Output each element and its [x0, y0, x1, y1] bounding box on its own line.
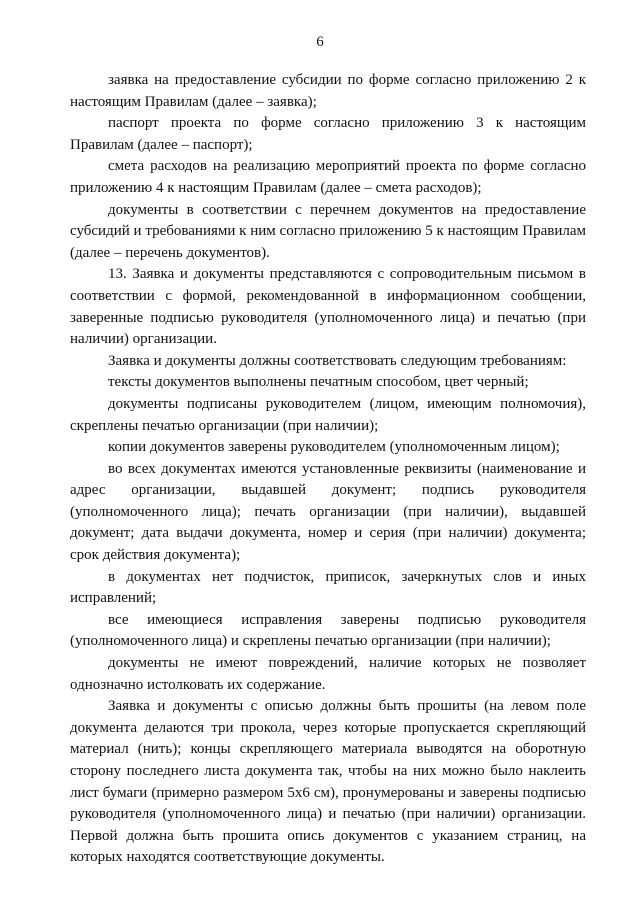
paragraph-application-form: заявка на предоставление субсидии по форме согласно приложению 2 к настоящим Правилам (далее – заявка);: [70, 72, 586, 110]
paragraph-requirement-corrections: все имеющиеся исправления заверены подписью руководителя (уполномоченного лица) и скреплены печатью организации (при наличии);: [70, 611, 586, 650]
document-body: [70, 70, 586, 869]
paragraph-requirement-details: во всех документах имеются установленные реквизиты (наименование и адрес организации, выдавшей документ; подпись руководителя (уполномоченного лица); печать организации (при наличии), выдавшей документ; дата выдачи документа, номер и серия (при наличии) документа; срок действия документа);: [70, 460, 586, 564]
paragraph-section-13: 13. Заявка и документы представляются с сопроводительным письмом в соответствии с формой, рекомендованной в информационном сообщении, заверенные подписью руководителя (уполномоченного лица) и печатью (при наличии) организации.: [70, 266, 586, 348]
page-number: 6: [316, 34, 324, 50]
paragraph-project-passport: паспорт проекта по форме согласно приложению 3 к настоящим Правилам (далее – паспорт);: [70, 115, 586, 153]
paragraph-requirement-no-damage: документы не имеют повреждений, наличие которых не позволяет однозначно истолковать их содержание.: [70, 655, 586, 693]
paragraph-binding-rules: Заявка и документы с описью должны быть прошиты (на левом поле документа делаются три прокола, через которые пропускается скрепляющий материал (нить); концы скрепляющего материала выводятся на оборотную сторону последнего листа документа так, чтобы на них можно было наклеить лист бумаги (примерно размером 5х6 см), пронумерованы и заверены подписью руководителя (уполномоченного лица) и печатью (при наличии) организации. Первой должна быть прошита опись документов с указанием страниц, на которых находятся соответствующие документы.: [70, 698, 586, 866]
paragraph-requirement-signed: документы подписаны руководителем (лицом, имеющим полномочия), скреплены печатью организации (при наличии);: [70, 395, 586, 434]
paragraph-requirement-no-erasures: в документах нет подчисток, приписок, зачеркнутых слов и иных исправлений;: [70, 568, 586, 607]
paragraph-requirement-copies: копии документов заверены руководителем (уполномоченным лицом);: [108, 439, 560, 456]
paragraph-requirement-printed: тексты документов выполнены печатным способом, цвет черный;: [108, 374, 529, 391]
paragraph-cost-estimate: смета расходов на реализацию мероприятий проекта по форме согласно приложению 4 к настоящим Правилам (далее – смета расходов);: [70, 158, 586, 196]
paragraph-requirements-intro: Заявка и документы должны соответствовать следующим требованиям:: [108, 352, 567, 369]
paragraph-document-list: документы в соответствии с перечнем документов на предоставление субсидий и требованиями к ним согласно приложению 5 к настоящим Правилам (далее – перечень документов).: [70, 201, 586, 261]
